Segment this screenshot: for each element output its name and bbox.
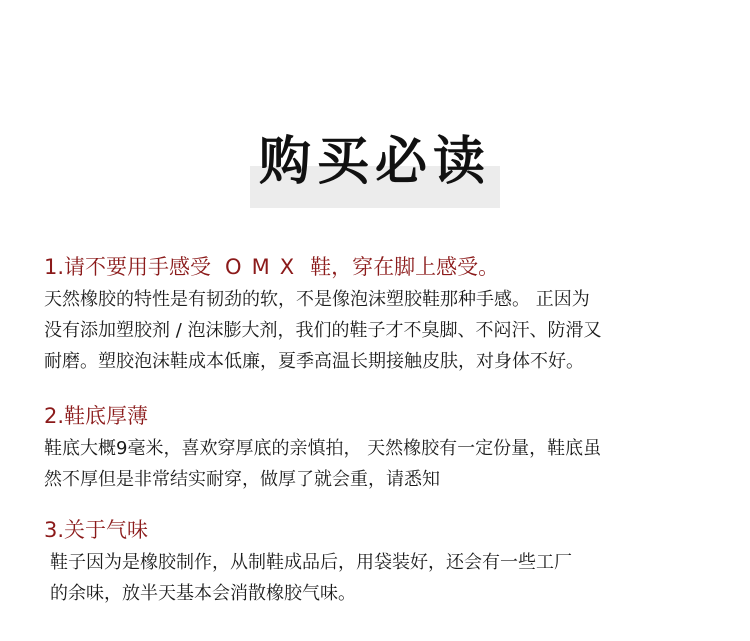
body-line: 耐磨。塑胶泡沫鞋成本低廉，夏季高温长期接触皮肤，对身体不好。 bbox=[44, 351, 584, 372]
section-body bbox=[44, 547, 724, 609]
body-line: 鞋子因为是橡胶制作，从制鞋成品后，用袋装好，还会有一些工厂 bbox=[50, 552, 572, 573]
section-body bbox=[44, 433, 724, 495]
section-heading: 2.鞋底厚薄 bbox=[44, 404, 149, 428]
body-line: 的余味，放半天基本会消散橡胶气味。 bbox=[50, 583, 356, 604]
section-heading: 3.关于气味 bbox=[44, 518, 149, 542]
section-sole-thickness bbox=[44, 401, 724, 495]
body-line: 天然橡胶的特性是有韧劲的软，不是像泡沫塑胶鞋那种手感。 正因为 bbox=[44, 289, 590, 310]
section-feel bbox=[44, 252, 724, 377]
page-title: 购买必读 bbox=[258, 132, 491, 192]
heading-prefix: 1.请不要用手感受 bbox=[44, 255, 212, 279]
heading-suffix: 鞋，穿在脚上感受。 bbox=[310, 255, 500, 279]
brand-name: OMX bbox=[225, 255, 305, 279]
section-odor bbox=[44, 515, 724, 609]
body-line: 鞋底大概9毫米，喜欢穿厚底的亲慎拍， 天然橡胶有一定份量，鞋底虽 bbox=[44, 438, 602, 459]
section-heading bbox=[44, 252, 724, 282]
body-line: 没有添加塑胶剂 / 泡沫膨大剂，我们的鞋子才不臭脚、不闷汗、防滑又 bbox=[44, 320, 602, 341]
section-body bbox=[44, 284, 724, 377]
body-line: 然不厚但是非常结实耐穿，做厚了就会重，请悉知 bbox=[44, 469, 440, 490]
title-banner bbox=[0, 118, 750, 218]
